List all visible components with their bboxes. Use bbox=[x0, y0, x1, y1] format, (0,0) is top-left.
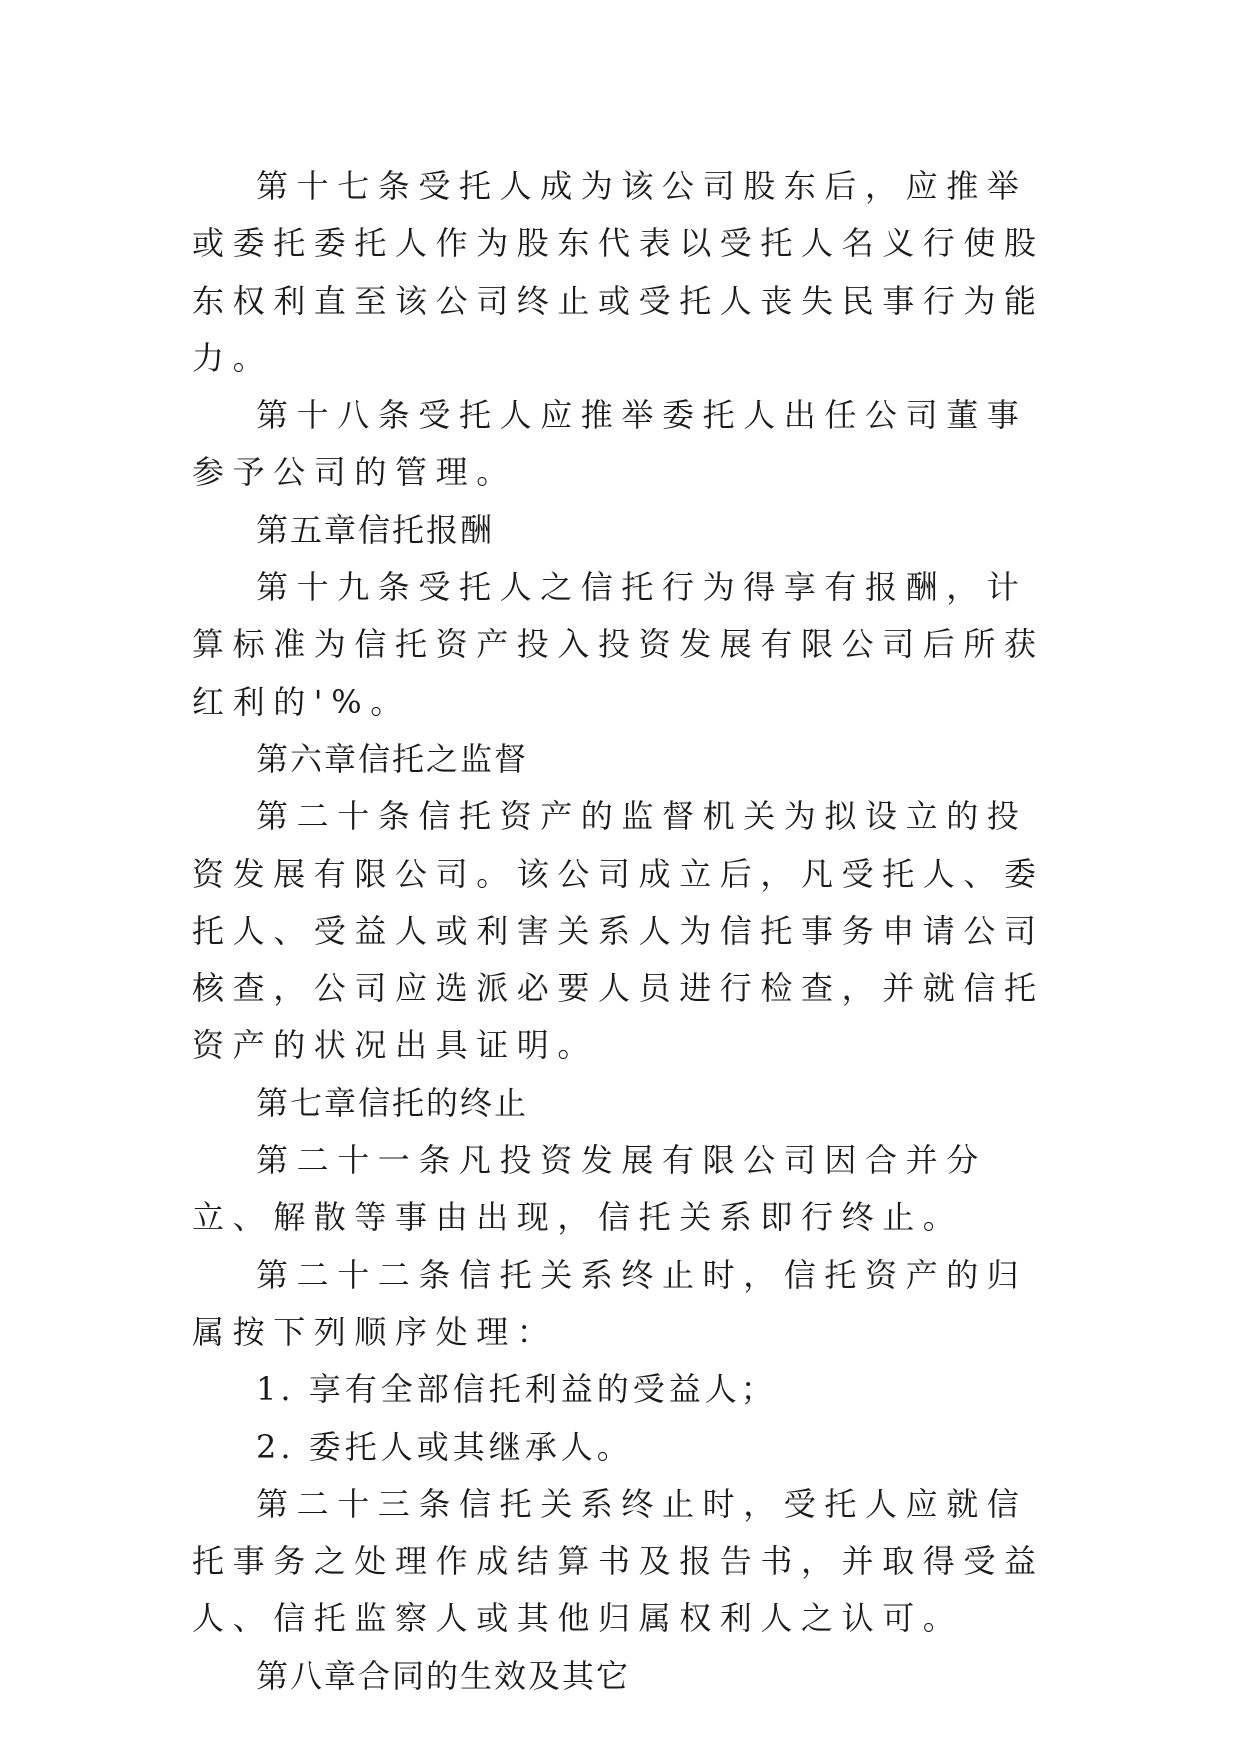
article-23: 第二十三条信托关系终止时，受托人应就信托事务之处理作成结算书及报告书，并取得受益人、信托监察人或其他归属权利人之认可。 bbox=[192, 1484, 1045, 1638]
article-18: 第十八条受托人应推举委托人出任公司董事参予公司的管理。 bbox=[192, 396, 1028, 492]
article-22: 第二十二条信托关系终止时，信托资产的归属按下列顺序处理： bbox=[192, 1255, 1028, 1351]
article-21: 第二十一条凡投资发展有限公司因合并分立、解散等事由出现，信托关系即行终止。 bbox=[192, 1141, 987, 1237]
list-item-1: 1. 享有全部信托利益的受益人； bbox=[256, 1370, 777, 1409]
article-20: 第二十条信托资产的监督机关为拟设立的投资发展有限公司。该公司成立后，凡受托人、委托人、受益人或利害关系人为信托事务申请公司核查，公司应选派必要人员进行检查，并就信托资产的状况出具证明。 bbox=[192, 797, 1045, 1065]
chapter-7-heading: 第七章信托的终止 bbox=[256, 1083, 529, 1122]
list-item-2: 2. 委托人或其继承人。 bbox=[256, 1427, 633, 1466]
article-17: 第十七条受托人成为该公司股东后，应推举或委托委托人作为股东代表以受托人名义行使股东权利直至该公司终止或受托人丧失民事行为能力。 bbox=[192, 167, 1045, 377]
article-19: 第十九条受托人之信托行为得享有报酬，计算标准为信托资产投入投资发展有限公司后所获红利的'%。 bbox=[192, 568, 1045, 721]
chapter-6-heading: 第六章信托之监督 bbox=[256, 739, 529, 778]
document-body bbox=[192, 158, 1048, 1705]
chapter-8-heading: 第八章合同的生效及其它 bbox=[256, 1656, 631, 1695]
chapter-5-heading: 第五章信托报酬 bbox=[256, 510, 495, 549]
